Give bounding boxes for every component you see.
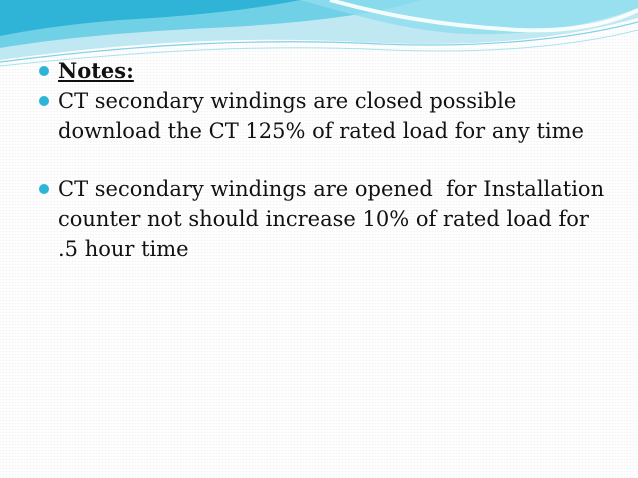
- bullet-line: counter not should increase 10% of rated load for: [58, 207, 589, 231]
- bullet-notes-heading: [36, 56, 626, 86]
- notes-heading: Notes:: [58, 58, 134, 83]
- bullet-item: [36, 174, 626, 264]
- bullet-line: .5 hour time: [58, 237, 189, 261]
- bullet-line: CT secondary windings are closed possible: [58, 89, 517, 113]
- bullet-dot-icon: [39, 66, 49, 76]
- slide-content: [36, 56, 626, 264]
- bullet-line: download the CT 125% of rated load for any time: [58, 119, 584, 143]
- bullet-dot-icon: [39, 96, 49, 106]
- bullet-item: [36, 86, 626, 146]
- bullet-line: CT secondary windings are opened for Installation: [58, 177, 605, 201]
- bullet-dot-icon: [39, 184, 49, 194]
